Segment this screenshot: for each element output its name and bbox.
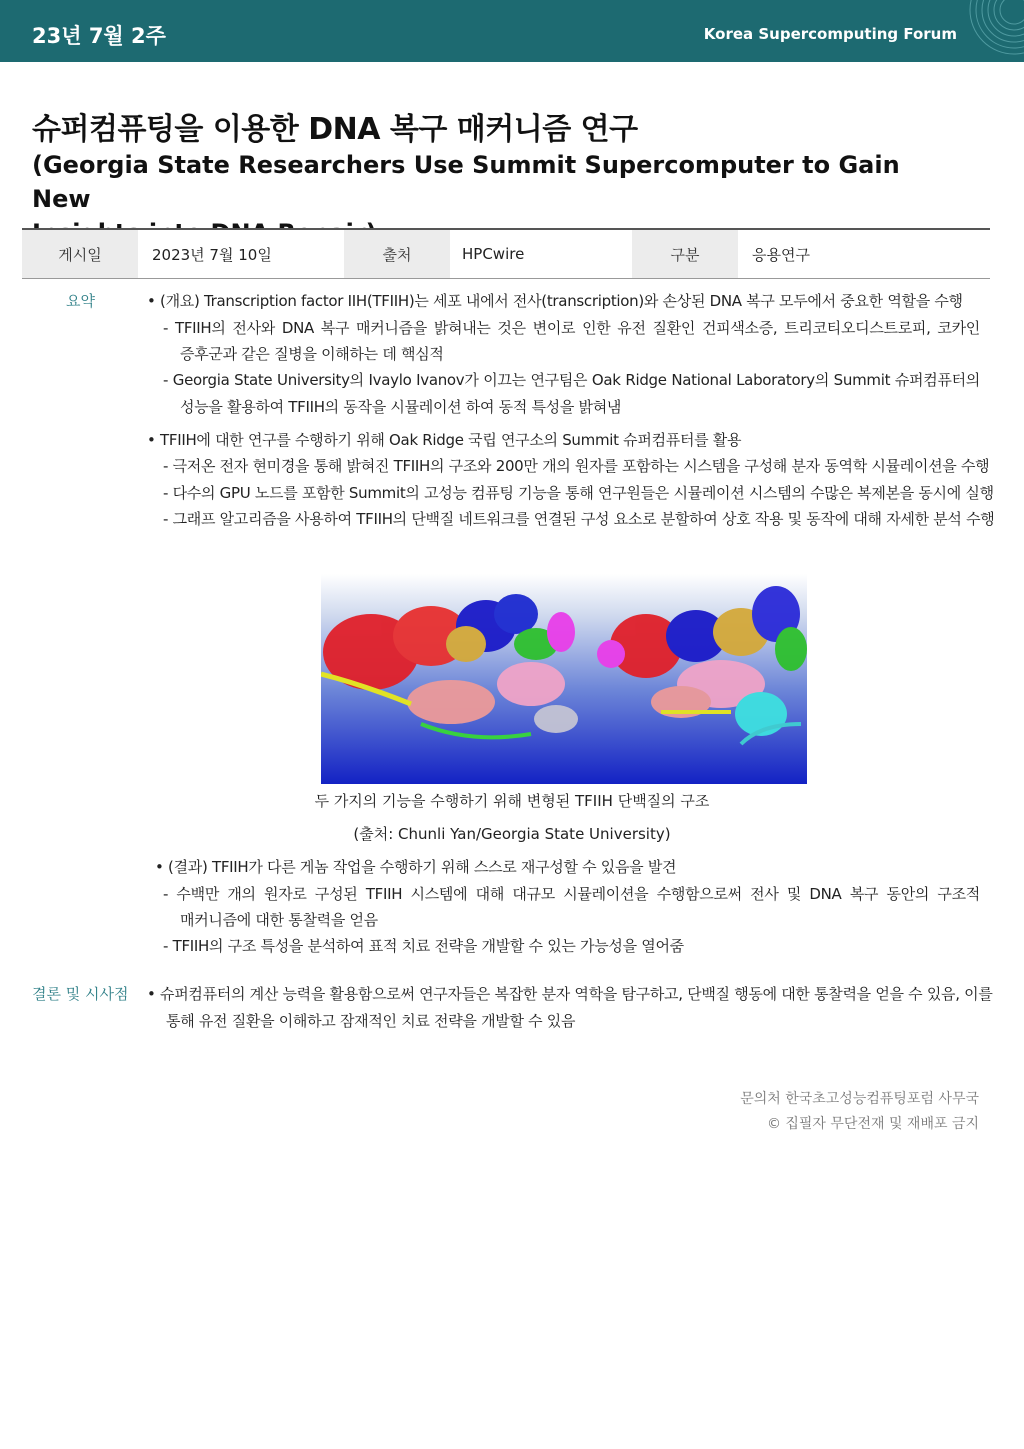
results-bullet: • (결과) TFIIH가 다른 게놈 작업을 수행하기 위해 스스로 재구성할 수 있음을 발견 (155, 858, 677, 876)
protein-structure-illustration (321, 574, 807, 784)
summary-bullet-1-sub-1a: - TFIIH의 전사와 DNA 복구 매커니즘을 밝혀내는 것은 변이로 인한 유전 질환인 건피색소증, 트리코티오디스트로피, 코카인 (163, 319, 980, 337)
summary-bullet-2: • TFIIH에 대한 연구를 수행하기 위해 Oak Ridge 국립 연구소의 Summit 슈퍼컴퓨터를 활용 (147, 431, 742, 449)
tfiih-protein-structure-image (321, 574, 807, 784)
title-english-line1: (Georgia State Researchers Use Summit Supercomputer to Gain New (32, 151, 900, 213)
header-forum-name: Korea Supercomputing Forum (703, 25, 957, 43)
summary-bullet-1: • (개요) Transcription factor IIH(TFIIH)는 세포 내에서 전사(transcription)와 손상된 DNA 복구 모두에서 중요한 역할을 수행 (147, 292, 963, 310)
category-value: 응용연구 (738, 230, 990, 278)
date-label: 게시일 (22, 230, 138, 278)
source-value: HPCwire (450, 230, 632, 278)
results-sub-2: - TFIIH의 구조 특성을 분석하여 표적 치료 전략을 개발할 수 있는 가능성을 열어줌 (163, 937, 684, 955)
conclusion-label: 결론 및 시사점 (32, 985, 129, 1003)
source-label: 출처 (344, 230, 450, 278)
figure-credit: (출처: Chunli Yan/Georgia State University) (353, 825, 671, 843)
footer-contact: 문의처 한국초고성능컴퓨팅포럼 사무국 (740, 1091, 979, 1107)
summary-label: 요약 (66, 292, 95, 310)
footer-copyright: © 집필자 무단전재 및 재배포 금지 (766, 1116, 979, 1132)
summary-bullet-1-sub-1b: 증후군과 같은 질병을 이해하는 데 핵심적 (180, 345, 444, 363)
summary-bullet-1-sub-2b: 성능을 활용하여 TFIIH의 동작을 시뮬레이션 하여 동적 특성을 밝혀냄 (180, 398, 622, 416)
conclusion-line-a: • 슈퍼컴퓨터의 계산 능력을 활용함으로써 연구자들은 복잡한 분자 역학을 탐구하고, 단백질 행동에 대한 통찰력을 얻을 수 있음, 이를 (147, 985, 993, 1003)
summary-bullet-2-sub-1: - 극저온 전자 현미경을 통해 밝혀진 TFIIH의 구조와 200만 개의 원자를 포함하는 시스템을 구성해 분자 동역학 시뮬레이션을 수행 (163, 457, 990, 475)
date-value: 2023년 7월 10일 (138, 230, 344, 278)
summary-bullet-2-sub-3: - 그래프 알고리즘을 사용하여 TFIIH의 단백질 네트워크를 연결된 구성 요소로 분할하여 상호 작용 및 동작에 대해 자세한 분석 수행 (163, 510, 995, 528)
results-sub-1a: - 수백만 개의 원자로 구성된 TFIIH 시스템에 대해 대규모 시뮬레이션을 수행함으로써 전사 및 DNA 복구 동안의 구조적 (163, 885, 980, 903)
header-week: 23년 7월 2주 (32, 24, 166, 48)
header-bar (0, 0, 1024, 62)
figure-caption: 두 가지의 기능을 수행하기 위해 변형된 TFIIH 단백질의 구조 (314, 792, 710, 810)
results-sub-1b: 매커니즘에 대한 통찰력을 얻음 (180, 911, 378, 929)
summary-bullet-1-sub-2a: - Georgia State University의 Ivaylo Ivanov가 이끄는 연구팀은 Oak Ridge National Laboratory의 Summit 슈퍼컴퓨터의 (163, 371, 980, 389)
category-label: 구분 (632, 230, 738, 278)
meta-table (22, 228, 990, 279)
conclusion-line-b: 통해 유전 질환을 이해하고 잠재적인 치료 전략을 개발할 수 있음 (166, 1012, 576, 1030)
header-swirl-decoration-icon (964, 0, 1024, 62)
article-title-korean: 슈퍼컴퓨팅을 이용한 DNA 복구 매커니즘 연구 (32, 112, 638, 147)
summary-bullet-2-sub-2: - 다수의 GPU 노드를 포함한 Summit의 고성능 컴퓨팅 기능을 통해 연구원들은 시뮬레이션 시스템의 수많은 복제본을 동시에 실행 (163, 484, 994, 502)
